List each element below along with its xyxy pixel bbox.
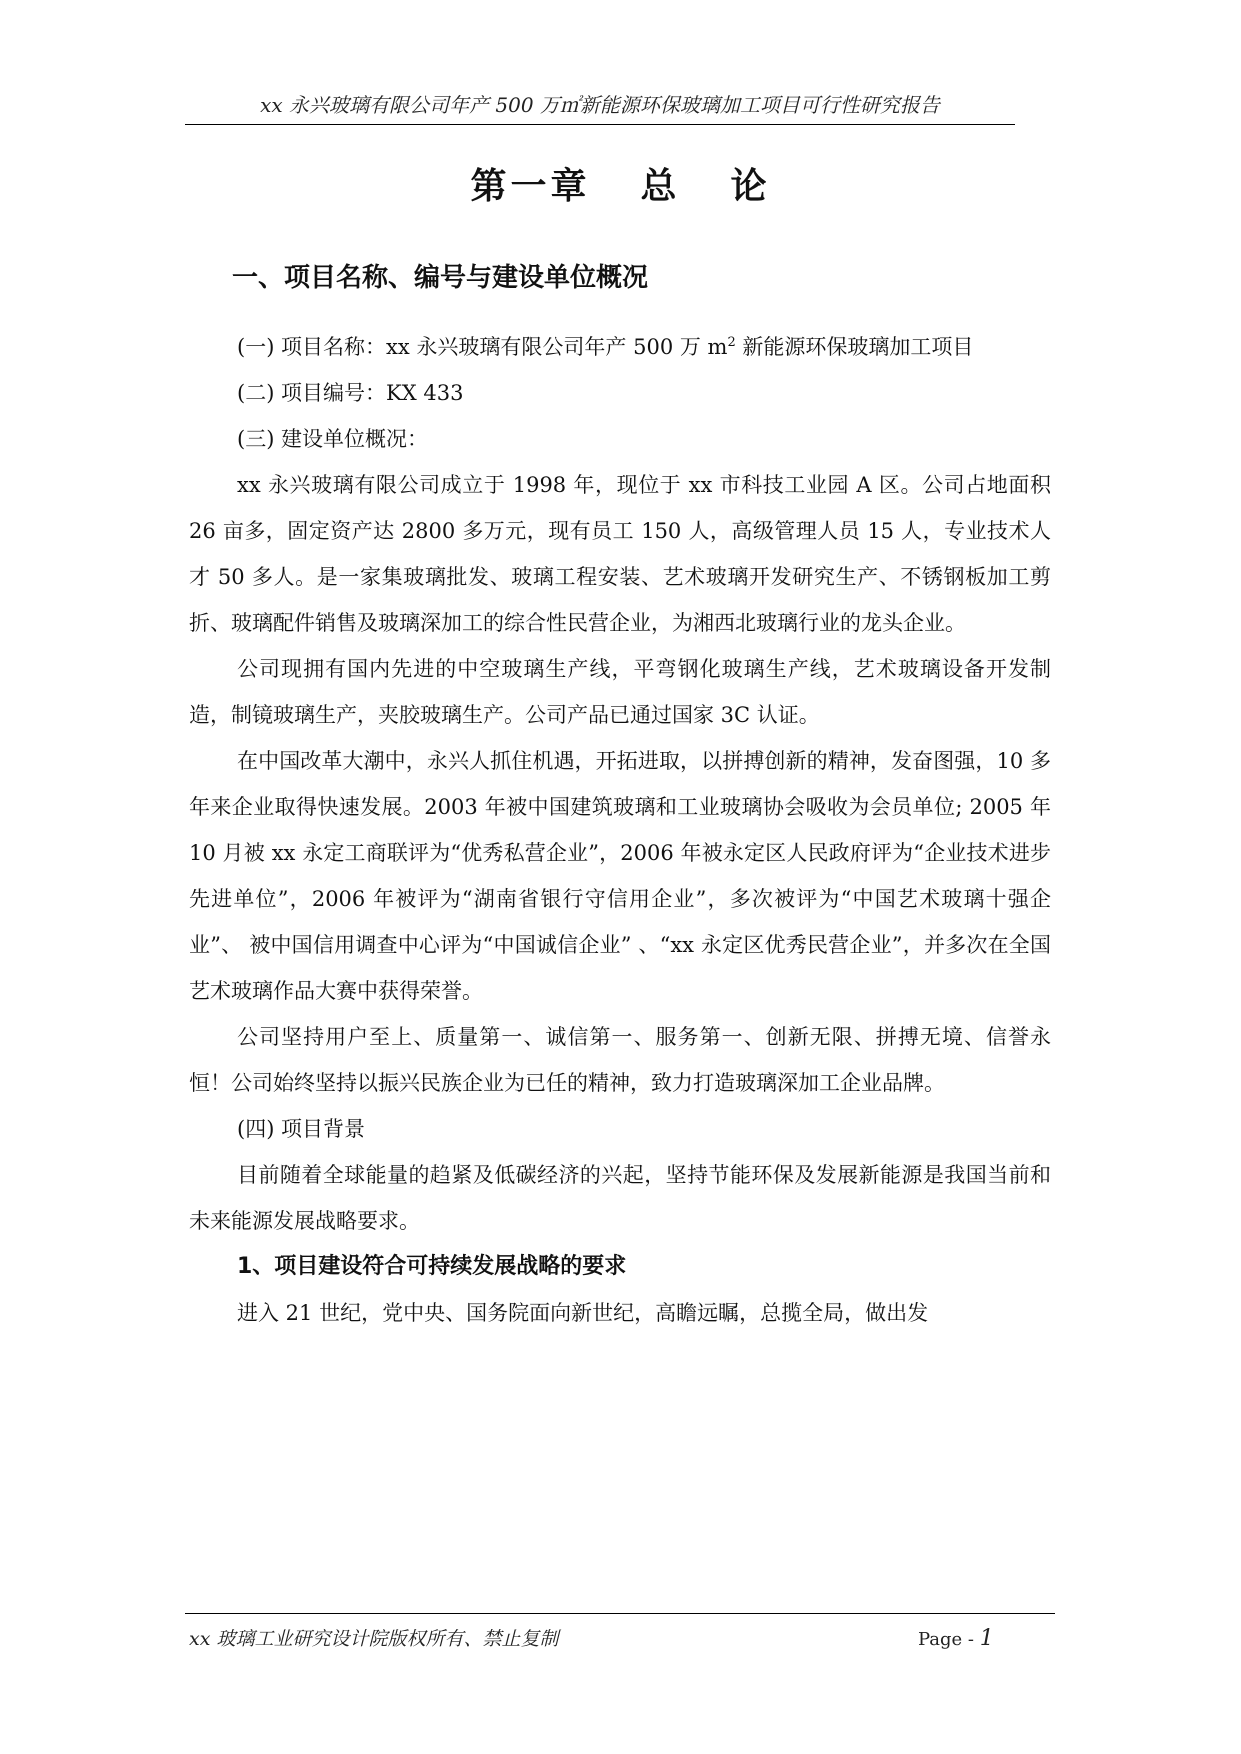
chapter-title: [0, 162, 1241, 212]
company-overview-item: (三) 建设单位概况：: [237, 427, 429, 451]
chapter-title-word-2: 论: [730, 166, 771, 207]
subheading-sustainable-development: 1、项目建设符合可持续发展战略的要求: [237, 1254, 627, 1279]
project-name-text-suffix: 新能源环保玻璃加工项目: [735, 335, 974, 359]
page-label: Page -: [918, 1629, 980, 1650]
honors-paragraph: 在中国改革大潮中，永兴人抓住机遇，开拓进取，以拼搏创新的精神，发奋图强，10 多年来企业取得快速发展。2003 年被中国建筑玻璃和工业玻璃协会吸收为会员单位; 2005 年 10 月被 xx 永定工商联评为“优秀私营企业”，2006 年被永定区人民政府评为“企业技术进步先进单位”，2006 年被评为“湖南省银行守信用企业”，多次被评为“中国艺术玻璃十强企业”、 被中国信用调查中心评为“中国诚信企业” 、“xx 永定区优秀民营企业”，并多次在全国艺术玻璃作品大赛中获得荣誉。: [189, 749, 1051, 1003]
page-number-value: 1: [979, 1626, 994, 1651]
header-divider: [185, 124, 1015, 125]
project-name-item: [189, 320, 1051, 370]
philosophy-paragraph: 公司坚持用户至上、质量第一、诚信第一、服务第一、创新无限、拼搏无境、信誉永恒！公司始终坚持以振兴民族企业为已任的精神，致力打造玻璃深加工企业品牌。: [189, 1025, 1051, 1095]
chapter-title-word-1: 总: [640, 166, 681, 207]
chapter-number: 第一章: [470, 166, 591, 207]
century-paragraph: 进入 21 世纪，党中央、国务院面向新世纪，高瞻远瞩，总揽全局，做出发: [237, 1301, 929, 1325]
section-title: 一、项目名称、编号与建设单位概况: [232, 263, 649, 293]
page-number: [918, 1624, 994, 1655]
project-background-item: (四) 项目背景: [237, 1117, 366, 1141]
footer-copyright: xx 玻璃工业研究设计院版权所有、禁止复制: [189, 1628, 559, 1650]
background-paragraph: 目前随着全球能量的趋紧及低碳经济的兴起，坚持节能环保及发展新能源是我国当前和未来能源发展战略要求。: [189, 1163, 1051, 1233]
company-intro-paragraph: xx 永兴玻璃有限公司成立于 1998 年，现位于 xx 市科技工业园 A 区。公司占地面积 26 亩多，固定资产达 2800 多万元，现有员工 150 人，高级管理人员 15 人，专业技术人才 50 多人。是一家集玻璃批发、玻璃工程安装、艺术玻璃开发研究生产、不锈钢板加工剪折、玻璃配件销售及玻璃深加工的综合性民营企业，为湘西北玻璃行业的龙头企业。: [189, 473, 1051, 635]
footer-divider: [185, 1613, 1055, 1614]
document-body: [189, 320, 1051, 1336]
page-header: xx 永兴玻璃有限公司年产 500 万㎡新能源环保玻璃加工项目可行性研究报告: [260, 93, 940, 117]
production-lines-paragraph: 公司现拥有国内先进的中空玻璃生产线，平弯钢化玻璃生产线，艺术玻璃设备开发制造，制镜玻璃生产，夹胶玻璃生产。公司产品已通过国家 3C 认证。: [189, 657, 1051, 727]
project-name-text: (一) 项目名称：xx 永兴玻璃有限公司年产 500 万 m: [237, 335, 728, 359]
project-number-item: (二) 项目编号：KX 433: [237, 381, 464, 405]
project-name-superscript: 2: [727, 335, 736, 350]
